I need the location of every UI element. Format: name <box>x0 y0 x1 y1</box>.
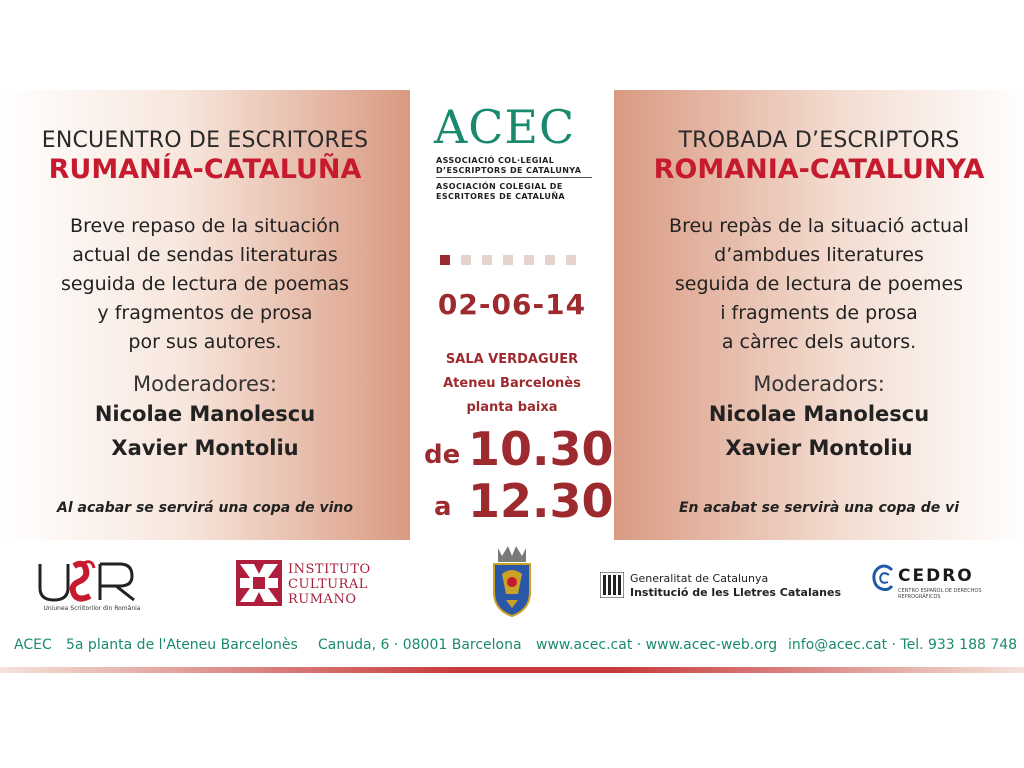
icr-name <box>288 562 371 607</box>
venue-building: Ateneu Barcelonès <box>443 376 581 391</box>
description-line: por sus autores. <box>128 331 282 353</box>
catalan-event-panel <box>614 90 1024 540</box>
time-to: 12.30 <box>468 474 614 528</box>
generalitat-stripes-icon <box>600 572 624 598</box>
description-line: Breu repàs de la situació actual <box>669 215 969 237</box>
square-marker <box>482 255 492 265</box>
time-to-prefix: a <box>434 492 452 522</box>
moderator-name: Xavier Montoliu <box>725 436 913 460</box>
description-line: seguida de lectura de poemes <box>674 273 964 295</box>
moderator-name: Nicolae Manolescu <box>708 402 930 426</box>
icr-cross-icon <box>236 560 282 606</box>
moderator-name: Xavier Montoliu <box>111 436 299 460</box>
event-description-es <box>0 212 410 357</box>
closing-note-es: Al acabar se servirá una copa de vino <box>57 500 353 516</box>
institucio-name: Institució de les Lletres Catalanes <box>630 586 842 599</box>
brand-line: D’ESCRIPTORS DE CATALUNYA <box>436 166 582 175</box>
description-line: Breve repaso de la situación <box>70 215 340 237</box>
icr-logo <box>236 560 376 616</box>
cedro-caption <box>898 588 982 600</box>
decorative-squares <box>440 250 587 269</box>
generalitat-name: Generalitat de Catalunya <box>630 572 769 585</box>
description-line: y fragmentos de prosa <box>97 302 313 324</box>
cedro-wordmark: CEDRO <box>898 566 974 586</box>
usr-caption: Uniunea Scriitorilor din România <box>43 605 141 612</box>
description-line: a càrrec dels autors. <box>721 331 917 353</box>
cedro-caption-line: REPROGRÁFICOS <box>898 594 941 600</box>
icr-line: RUMANO <box>288 592 357 607</box>
footer-contact[interactable]: info@acec.cat · Tel. 933 188 748 <box>788 637 1018 653</box>
moderators-label-ca: Moderadors: <box>753 372 885 396</box>
square-marker <box>566 255 576 265</box>
square-marker <box>461 255 471 265</box>
brand-line: ESCRITORES DE CATALUÑA <box>436 192 566 201</box>
time-from-prefix: de <box>424 440 461 470</box>
brand-line: ASSOCIACIÓ COL·LEGIAL <box>436 156 555 165</box>
event-title-ca: TROBADA D’ESCRIPTORS <box>678 128 960 153</box>
usr-mark-icon <box>36 560 148 604</box>
description-line: seguida de lectura de poemas <box>60 273 350 295</box>
acec-logo: ACEC <box>434 100 576 154</box>
bottom-divider <box>0 667 1024 673</box>
event-subtitle-es: RUMANÍA-CATALUÑA <box>48 154 362 185</box>
square-marker <box>524 255 534 265</box>
brand-line: ASOCIACIÓN COLEGIAL DE <box>436 182 563 191</box>
time-from: 10.30 <box>468 422 614 476</box>
generalitat-logo <box>600 572 850 602</box>
coat-of-arms-icon <box>488 544 536 618</box>
moderator-name: Nicolae Manolescu <box>94 402 316 426</box>
event-subtitle-ca: ROMANIA-CATALUNYA <box>653 154 985 185</box>
closing-note-ca: En acabat se servirà una copa de vi <box>678 500 960 516</box>
event-description-ca <box>614 212 1024 357</box>
usr-logo <box>36 560 148 612</box>
spanish-event-panel <box>0 90 410 540</box>
event-title-es: ENCUENTRO DE ESCRITORES <box>41 128 369 153</box>
icr-line: INSTITUTO <box>288 562 371 577</box>
square-marker <box>440 255 450 265</box>
moderators-label-es: Moderadores: <box>132 372 277 396</box>
description-line: actual de sendas literaturas <box>72 244 338 266</box>
description-line: d’ambdues literatures <box>714 244 924 266</box>
footer-address: 5a planta de l'Ateneu Barcelonès <box>66 637 298 653</box>
venue-floor: planta baixa <box>466 400 558 415</box>
event-info-column <box>410 90 614 540</box>
description-line: i fragments de prosa <box>720 302 918 324</box>
event-date: 02-06-14 <box>437 288 587 321</box>
square-marker <box>545 255 555 265</box>
footer-street: Canuda, 6 · 08001 Barcelona <box>318 637 522 653</box>
bucharest-crest <box>488 544 536 618</box>
icr-line: CULTURAL <box>288 577 368 592</box>
footer-org: ACEC <box>14 637 52 653</box>
venue-room: SALA VERDAGUER <box>445 352 579 367</box>
cedro-c-icon <box>872 564 896 594</box>
brand-divider <box>436 177 592 178</box>
square-marker <box>503 255 513 265</box>
cedro-caption-line: CENTRO ESPAÑOL DE DERECHOS <box>898 588 982 594</box>
footer-web-links[interactable]: www.acec.cat · www.acec-web.org <box>536 637 778 653</box>
cedro-logo <box>872 564 992 608</box>
